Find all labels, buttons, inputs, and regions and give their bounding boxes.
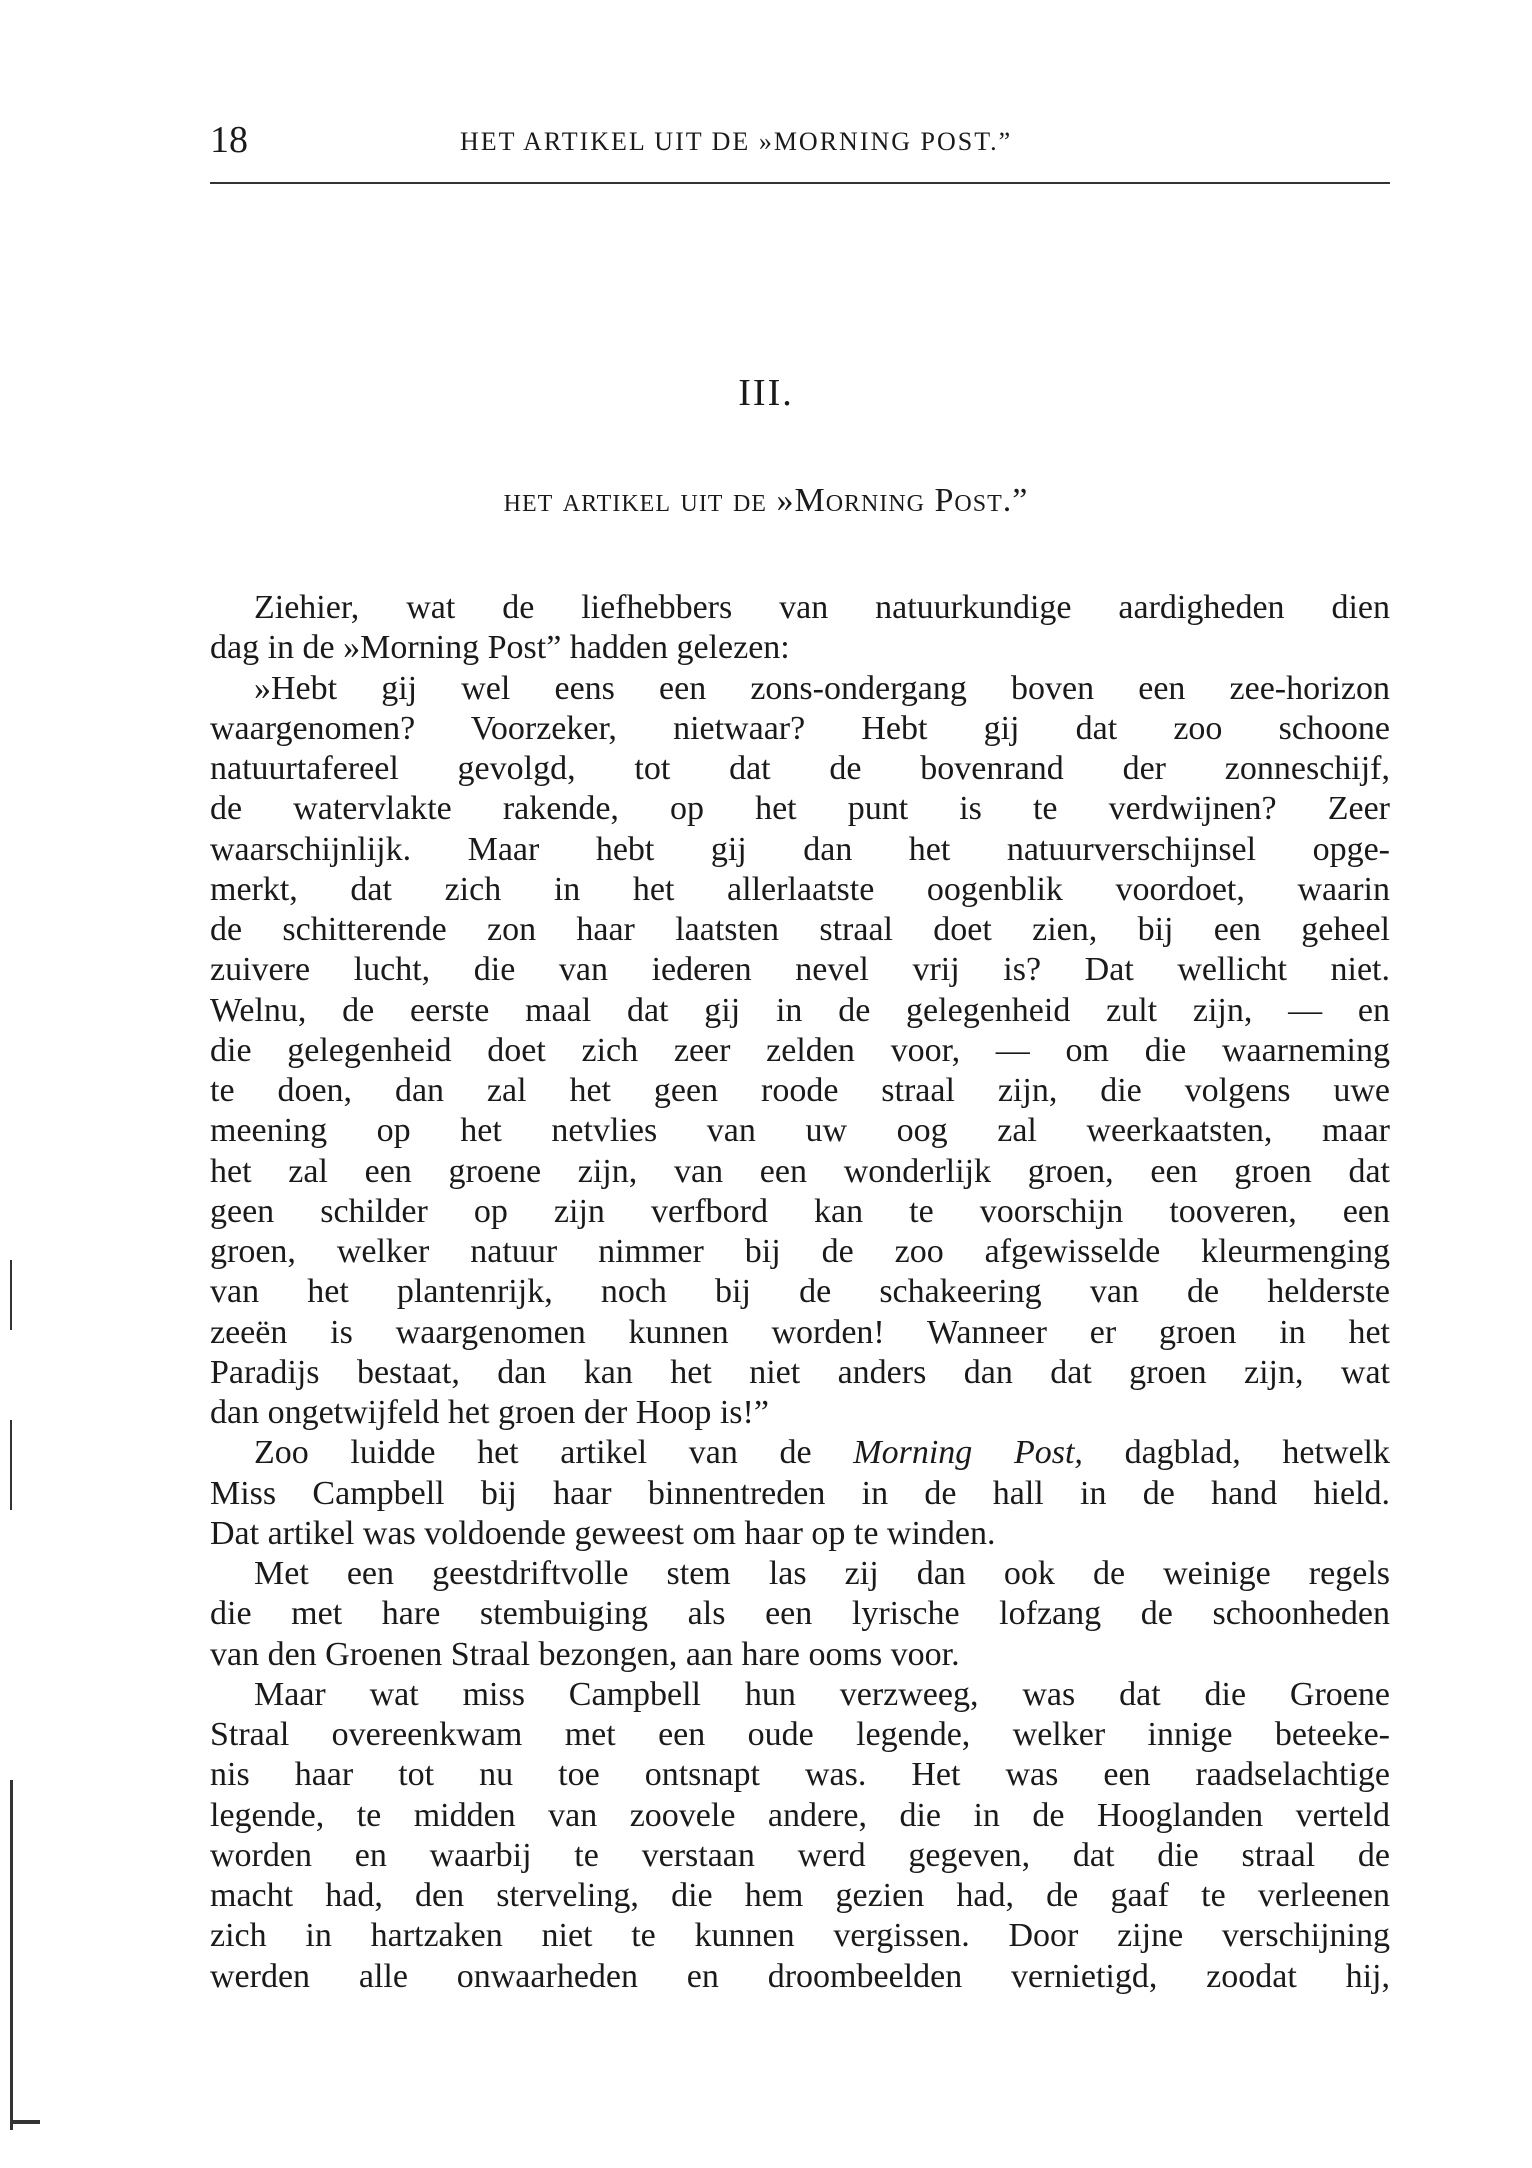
text-line: Ziehier, wat de liefhebbers van natuurkundige aardigheden dien (254, 589, 1390, 626)
text-line: waargenomen? Voorzeker, nietwaar? Hebt gij dat zoo schoone (210, 709, 1390, 747)
running-title: HET ARTIKEL UIT DE »MORNING POST.” (460, 127, 1013, 156)
text-line: die met hare stembuiging als een lyrische lofzang de schoonheden (210, 1595, 1390, 1633)
text-line: »Hebt gij wel eens een zons-ondergang boven een zee-horizon (254, 669, 1390, 707)
text-line: zich in hartzaken niet te kunnen vergissen. Door zijne verschijning (210, 1917, 1390, 1955)
text-line: Dat artikel was voldoende geweest om haar op te winden. (210, 1514, 996, 1552)
text-line: worden en waarbij te verstaan werd gegeven, dat die straal de (210, 1836, 1390, 1874)
scan-margin-mark (10, 2120, 40, 2124)
text-line: meening op het netvlies van uw oog zal weerkaatsten, maar (210, 1112, 1390, 1150)
header-rule (210, 182, 1390, 184)
text-line: Met een geestdriftvolle stem las zij dan ook de weinige regels (254, 1555, 1390, 1592)
text-line: van den Groenen Straal bezongen, aan hare ooms voor. (210, 1635, 960, 1673)
text-line: macht had, den sterveling, die hem gezien had, de gaaf te verleenen (210, 1877, 1390, 1914)
scan-margin-mark (10, 1420, 12, 1510)
text-line: dag in de »Morning Post” hadden gelezen: (210, 629, 790, 667)
text-line: Maar wat miss Campbell hun verzweeg, was dat die Groene (254, 1675, 1390, 1713)
text-line: die gelegenheid doet zich zeer zelden voor, — om die waarneming (210, 1031, 1390, 1069)
newspaper-title: Morning Post, (853, 1434, 1083, 1472)
text-line: groen, welker natuur nimmer bij de zoo afgewisselde kleurmenging (210, 1233, 1390, 1270)
chapter-number: III. (738, 372, 794, 414)
text-line: nis haar tot nu toe ontsnapt was. Het was een raadselachtige (210, 1756, 1390, 1794)
text-line: de schitterende zon haar laatsten straal doet zien, bij een geheel (210, 911, 1390, 948)
text-line: geen schilder op zijn verfbord kan te voorschijn tooveren, een (210, 1192, 1390, 1230)
text-line: legende, te midden van zoovele andere, die in de Hooglanden verteld (210, 1796, 1390, 1834)
running-head (210, 118, 1390, 162)
scan-margin-mark (10, 1780, 13, 2130)
text-line: zuivere lucht, die van iederen nevel vrij is? Dat wellicht niet. (210, 951, 1390, 989)
text-line: Straal overeenkwam met een oude legende, welker innige beteeke- (210, 1716, 1390, 1753)
text-line (210, 1433, 1390, 1473)
text-line: waarschijnlijk. Maar hebt gij dan het natuurverschijnsel opge- (210, 830, 1390, 868)
page-number: 18 (210, 119, 248, 161)
text-fragment: dagblad, hetwelk (1082, 1434, 1390, 1472)
text-line: zeeën is waargenomen kunnen worden! Wanneer er groen in het (210, 1313, 1390, 1351)
text-line: de watervlakte rakende, op het punt is te verdwijnen? Zeer (210, 790, 1390, 828)
text-line: Miss Campbell bij haar binnentreden in de hall in de hand hield. (210, 1474, 1390, 1512)
text-line: merkt, dat zich in het allerlaatste oogenblik voordoet, waarin (210, 870, 1390, 908)
text-line: dan ongetwijfeld het groen der Hoop is!” (210, 1394, 769, 1431)
chapter-title: het artikel uit de »Morning Post.” (503, 482, 1029, 519)
text-line: Paradijs bestaat, dan kan het niet anders dan dat groen zijn, wat (210, 1353, 1390, 1391)
text-line: van het plantenrijk, noch bij de schakeering van de helderste (210, 1273, 1390, 1311)
text-fragment: Zoo luidde het artikel van de (254, 1434, 854, 1472)
body-text (210, 588, 1390, 1997)
text-line: te doen, dan zal het geen roode straal zijn, die volgens uwe (210, 1072, 1390, 1109)
text-line: natuurtafereel gevolgd, tot dat de bovenrand der zonneschijf, (210, 750, 1390, 787)
text-line: werden alle onwaarheden en droombeelden vernietigd, zoodat hij, (210, 1957, 1390, 1995)
text-line: het zal een groene zijn, van een wonderlijk groen, een groen dat (210, 1152, 1390, 1190)
text-line: Welnu, de eerste maal dat gij in de gelegenheid zult zijn, — en (210, 991, 1390, 1029)
scan-margin-mark (10, 1260, 12, 1330)
